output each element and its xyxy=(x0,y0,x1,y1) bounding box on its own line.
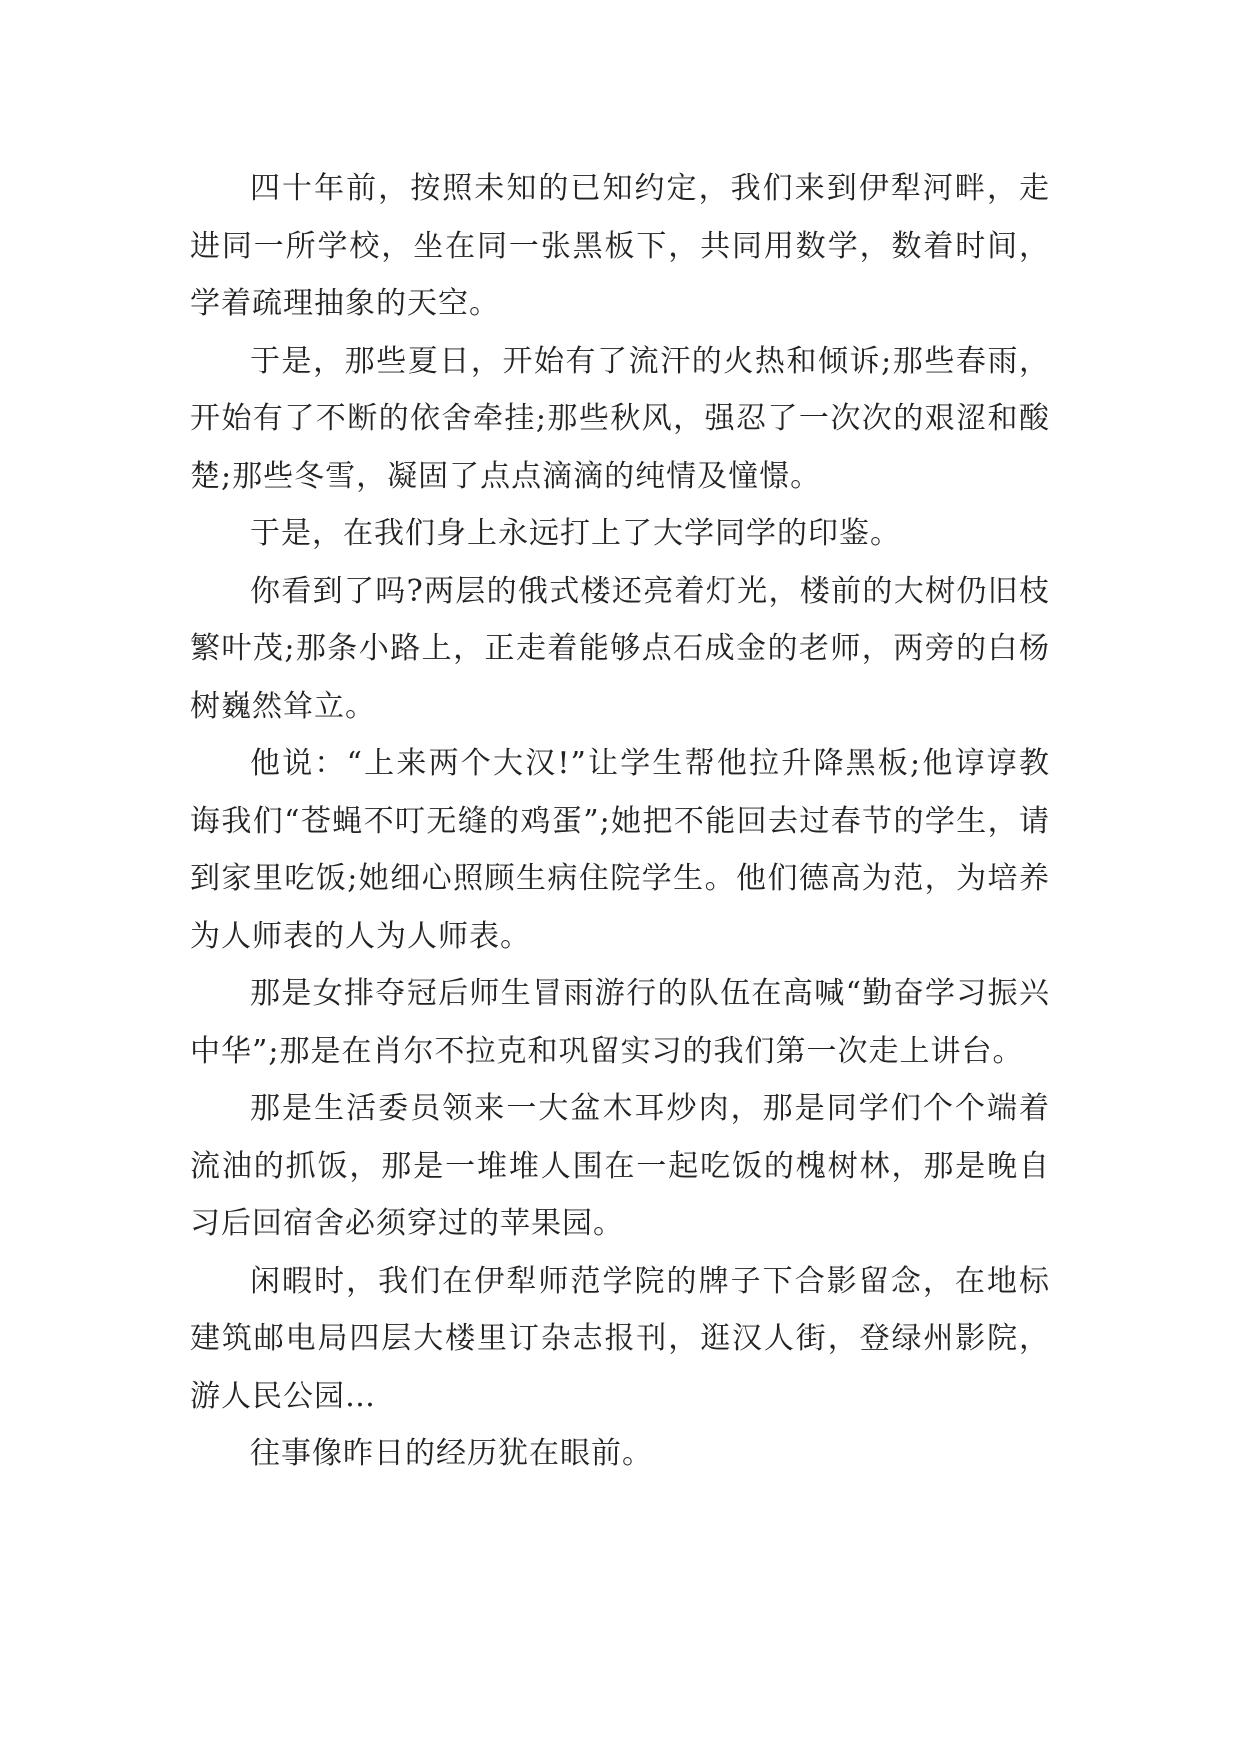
paragraph: 于是，那些夏日，开始有了流汗的火热和倾诉;那些春雨，开始有了不断的依舍牵挂;那些秋风，强忍了一次次的艰涩和酸楚;那些冬雪，凝固了点点滴滴的纯情及憧憬。 xyxy=(190,343,1050,494)
paragraph: 于是，在我们身上永远打上了大学同学的印鉴。 xyxy=(250,516,901,551)
paragraph: 闲暇时，我们在伊犁师范学院的牌子下合影留念，在地标建筑邮电局四层大楼里订杂志报刊，逛汉人街，登绿州影院，游人民公园… xyxy=(190,1263,1050,1414)
paragraph: 他说：“上来两个大汉!”让学生帮他拉升降黑板;他谆谆教诲我们“苍蝇不叮无缝的鸡蛋”;她把不能回去过春节的学生，请到家里吃饭;她细心照顾生病住院学生。他们德高为范，为培养为人师表的人为人师表。 xyxy=(190,746,1050,954)
paragraph: 那是生活委员领来一大盆木耳炒肉，那是同学们个个端着流油的抓饭，那是一堆堆人围在一起吃饭的槐树林，那是晚自习后回宿舍必须穿过的苹果园。 xyxy=(190,1091,1050,1241)
document-body xyxy=(190,160,1050,1483)
paragraph: 四十年前，按照未知的已知约定，我们来到伊犁河畔，走进同一所学校，坐在同一张黑板下，共同用数学，数着时间，学着疏理抽象的天空。 xyxy=(190,171,1050,321)
paragraph: 往事像昨日的经历犹在眼前。 xyxy=(250,1436,653,1471)
paragraph: 那是女排夺冠后师生冒雨游行的队伍在高喊“勤奋学习振兴中华”;那是在肖尔不拉克和巩留实习的我们第一次走上讲台。 xyxy=(190,976,1050,1069)
paragraph: 你看到了吗?两层的俄式楼还亮着灯光，楼前的大树仍旧枝繁叶茂;那条小路上，正走着能够点石成金的老师，两旁的白杨树巍然耸立。 xyxy=(190,573,1050,724)
